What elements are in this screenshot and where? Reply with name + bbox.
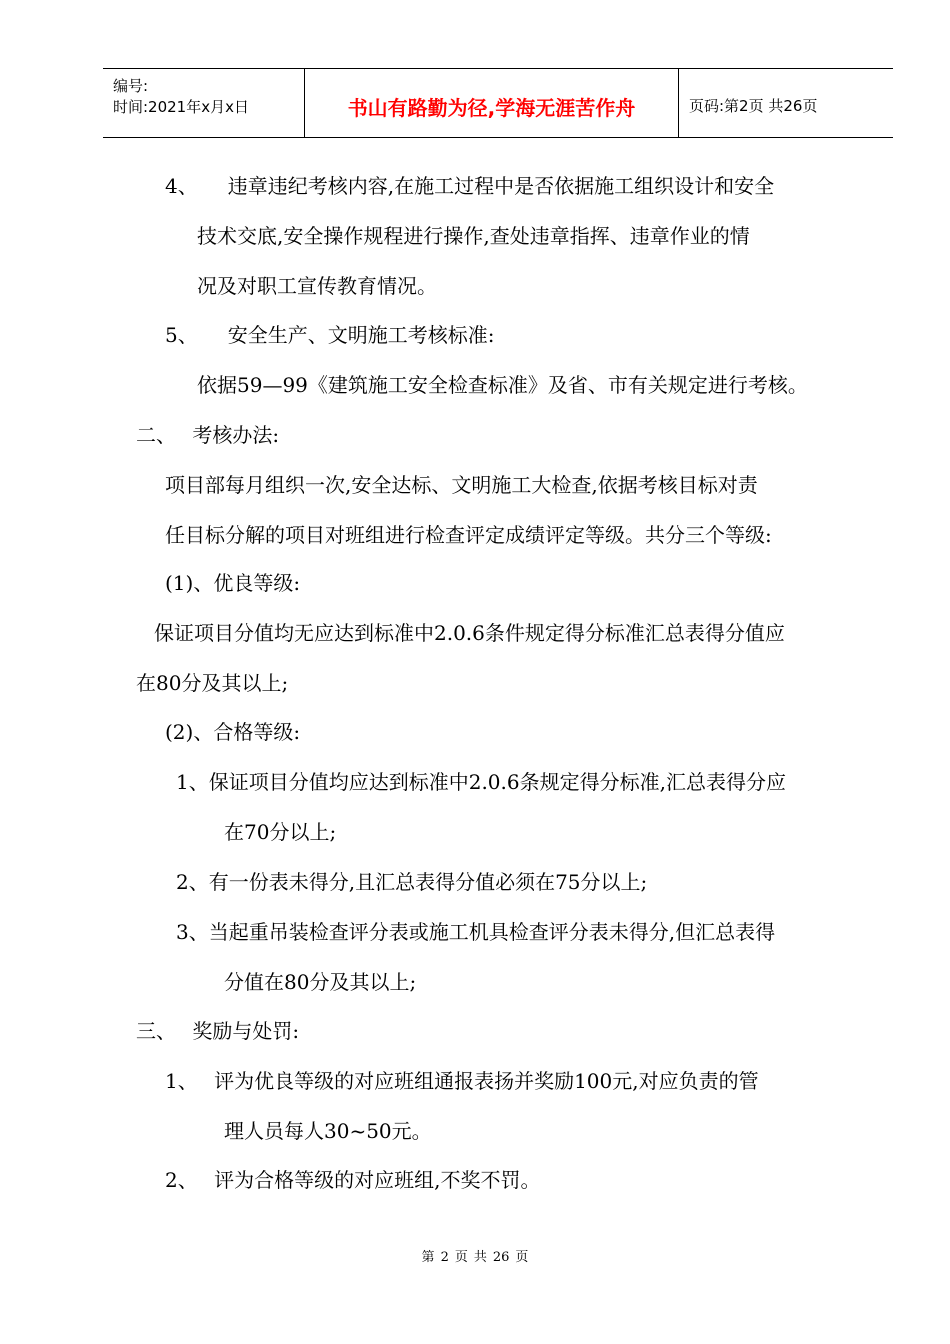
footer-total-pages: 26 (492, 1250, 510, 1265)
section-heading: 二、 考核办法: (136, 423, 280, 447)
body-line: (1)、优良等级: (165, 571, 301, 595)
body-line: 任目标分解的项目对班组进行检查评定成绩评定等级。共分三个等级: (165, 523, 772, 547)
footer-total-word: 共 (473, 1250, 487, 1265)
header-meta-cell (103, 69, 305, 137)
body-line: 保证项目分值均无应达到标准中2.0.6条件规定得分标准汇总表得分值应 (154, 621, 785, 645)
header-motto-cell (305, 69, 679, 137)
footer-prefix: 第 (421, 1250, 435, 1265)
body-line: 分值在80分及其以上; (224, 970, 417, 994)
footer-current-page: 2 (440, 1250, 449, 1265)
date-label: 时间:2021年x月x日 (113, 98, 249, 116)
footer-page-word: 页 (454, 1250, 468, 1265)
page-footer (0, 1246, 950, 1265)
body-line: 2、有一份表未得分,且汇总表得分值必须在75分以上; (176, 870, 648, 894)
body-line: 况及对职工宣传教育情况。 (197, 274, 437, 298)
body-line: 理人员每人30~50元。 (224, 1119, 432, 1143)
motto-text: 书山有路勤为径,学海无涯苦作舟 (347, 96, 636, 120)
body-line: 2、 评为合格等级的对应班组,不奖不罚。 (165, 1168, 541, 1192)
header-page-info: 页码:第2页 共26页 (689, 97, 818, 115)
body-line: 技术交底,安全操作规程进行操作,查处违章指挥、违章作业的情 (197, 224, 750, 248)
serial-number-label: 编号: (113, 77, 149, 95)
document-header (103, 68, 893, 138)
body-line: 4、 违章违纪考核内容,在施工过程中是否依据施工组织设计和安全 (165, 174, 775, 198)
body-line: 在80分及其以上; (136, 671, 289, 695)
body-line: 3、当起重吊装检查评分表或施工机具检查评分表未得分,但汇总表得 (176, 920, 776, 944)
body-line: 5、 安全生产、文明施工考核标准: (165, 323, 495, 347)
body-line: 在70分以上; (224, 820, 337, 844)
footer-suffix: 页 (515, 1250, 529, 1265)
header-page-cell (679, 69, 893, 137)
body-line: 项目部每月组织一次,安全达标、文明施工大检查,依据考核目标对责 (165, 473, 758, 497)
body-line: 1、保证项目分值均应达到标准中2.0.6条规定得分标准,汇总表得分应 (176, 770, 786, 794)
body-line: (2)、合格等级: (165, 720, 301, 744)
body-line: 依据59—99《建筑施工安全检查标准》及省、市有关规定进行考核。 (197, 373, 808, 397)
body-line: 1、 评为优良等级的对应班组通报表扬并奖励100元,对应负责的管 (165, 1069, 759, 1093)
section-heading: 三、 奖励与处罚: (136, 1019, 300, 1043)
